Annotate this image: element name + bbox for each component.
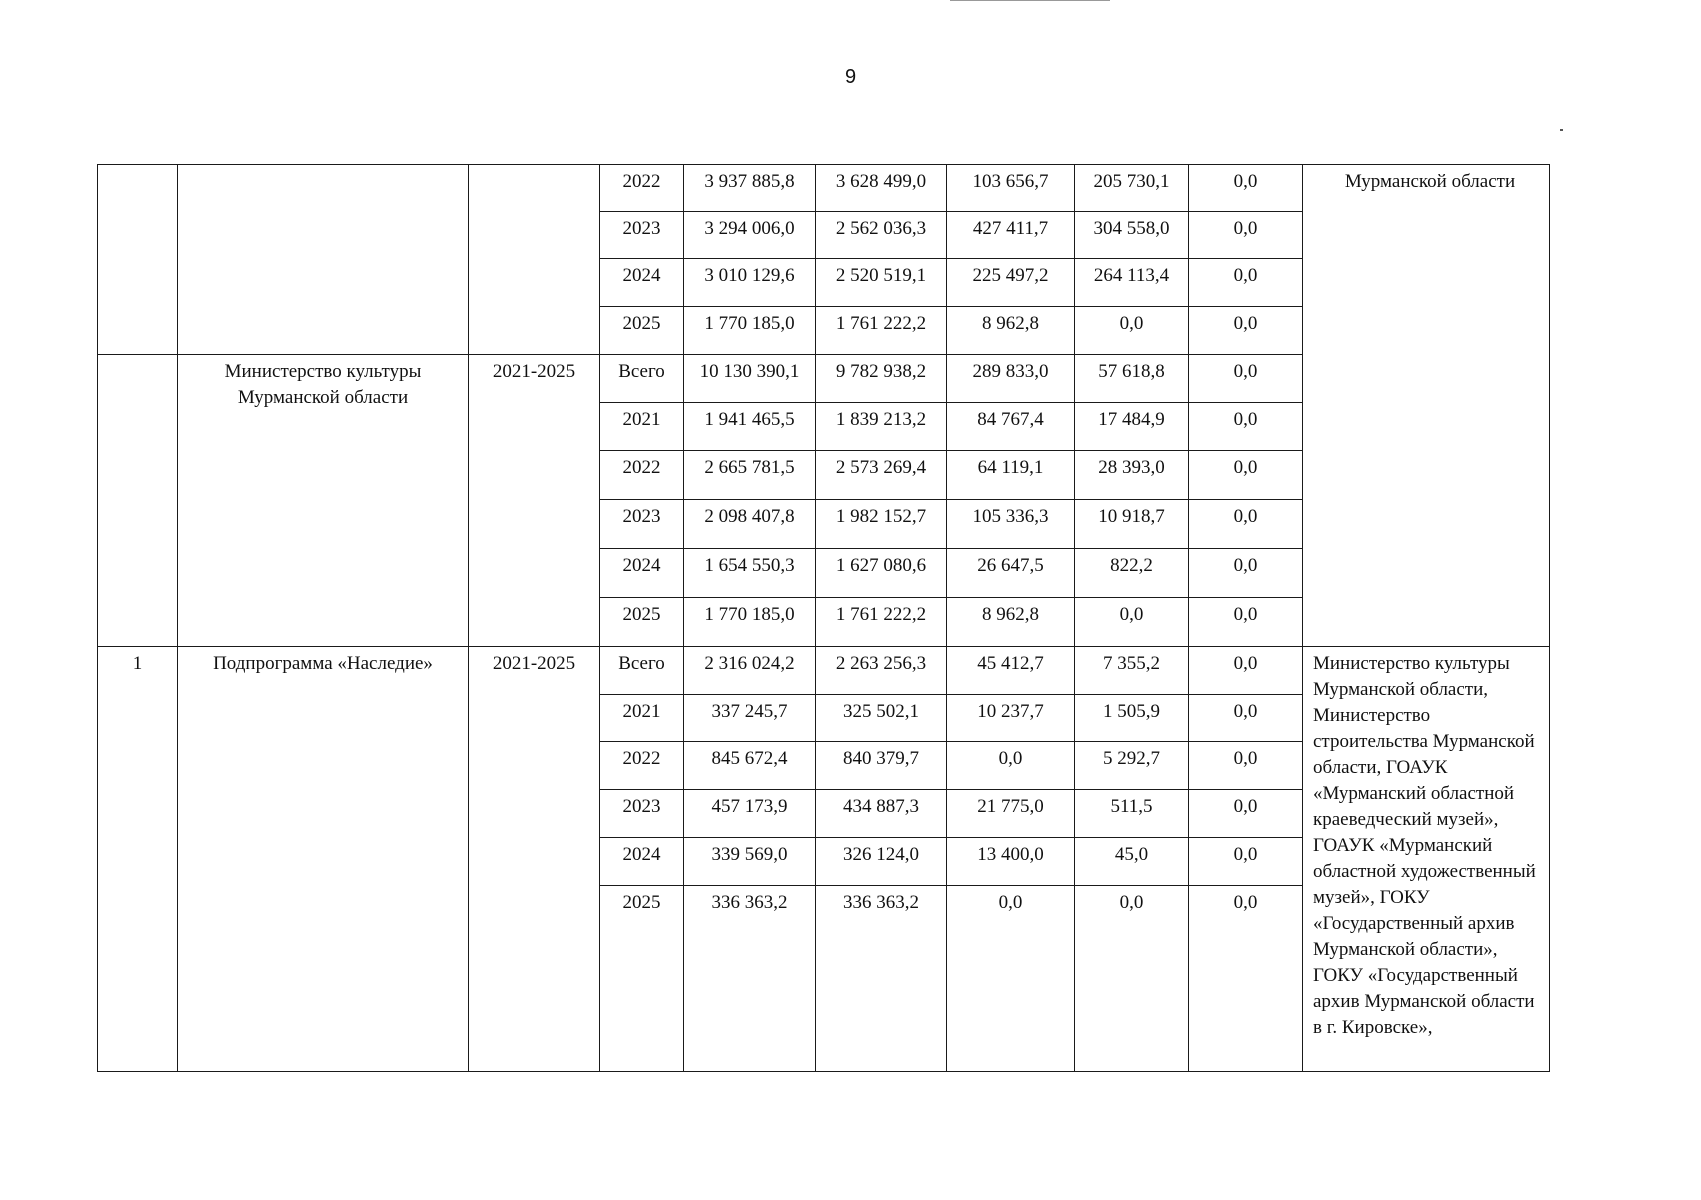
year-cell: 2022	[600, 451, 684, 500]
other-cell: 0,0	[1189, 165, 1303, 212]
regional-cell: 1 761 222,2	[816, 307, 947, 355]
total-cell: 2 098 407,8	[684, 500, 816, 549]
year-cell: Всего	[600, 355, 684, 403]
other-cell: 0,0	[1189, 695, 1303, 742]
total-cell: 10 130 390,1	[684, 355, 816, 403]
agency-name-cell: Министерство культуры Мурманской области	[178, 355, 469, 647]
total-cell: 3 937 885,8	[684, 165, 816, 212]
local-cell: 0,0	[1075, 598, 1189, 647]
page-number: 9	[844, 66, 857, 88]
local-cell: 0,0	[1075, 307, 1189, 355]
federal-cell: 0,0	[947, 742, 1075, 790]
federal-cell: 0,0	[947, 886, 1075, 1072]
total-cell: 3 010 129,6	[684, 259, 816, 307]
regional-cell: 434 887,3	[816, 790, 947, 838]
year-cell: 2025	[600, 307, 684, 355]
other-cell: 0,0	[1189, 403, 1303, 451]
other-cell: 0,0	[1189, 451, 1303, 500]
year-cell: 2024	[600, 549, 684, 598]
year-cell: 2023	[600, 500, 684, 549]
total-cell: 1 770 185,0	[684, 307, 816, 355]
local-cell: 10 918,7	[1075, 500, 1189, 549]
federal-cell: 427 411,7	[947, 212, 1075, 259]
regional-cell: 336 363,2	[816, 886, 947, 1072]
federal-cell: 45 412,7	[947, 647, 1075, 695]
local-cell: 264 113,4	[1075, 259, 1189, 307]
federal-cell: 105 336,3	[947, 500, 1075, 549]
regional-cell: 840 379,7	[816, 742, 947, 790]
federal-cell: 26 647,5	[947, 549, 1075, 598]
federal-cell: 103 656,7	[947, 165, 1075, 212]
number-cell	[98, 165, 178, 355]
name-cell	[178, 165, 469, 355]
year-cell: 2024	[600, 259, 684, 307]
federal-cell: 64 119,1	[947, 451, 1075, 500]
year-cell: 2023	[600, 212, 684, 259]
table-row	[98, 647, 1550, 695]
total-cell: 1 941 465,5	[684, 403, 816, 451]
other-cell: 0,0	[1189, 790, 1303, 838]
year-cell: 2023	[600, 790, 684, 838]
year-cell: 2021	[600, 403, 684, 451]
local-cell: 17 484,9	[1075, 403, 1189, 451]
regional-cell: 1 761 222,2	[816, 598, 947, 647]
year-cell: Всего	[600, 647, 684, 695]
other-cell: 0,0	[1189, 355, 1303, 403]
other-cell: 0,0	[1189, 500, 1303, 549]
local-cell: 822,2	[1075, 549, 1189, 598]
local-cell: 1 505,9	[1075, 695, 1189, 742]
total-cell: 339 569,0	[684, 838, 816, 886]
regional-cell: 2 573 269,4	[816, 451, 947, 500]
period-cell: 2021-2025	[469, 647, 600, 1072]
local-cell: 0,0	[1075, 886, 1189, 1072]
other-cell: 0,0	[1189, 598, 1303, 647]
other-cell: 0,0	[1189, 549, 1303, 598]
period-cell	[469, 165, 600, 355]
federal-cell: 84 767,4	[947, 403, 1075, 451]
local-cell: 28 393,0	[1075, 451, 1189, 500]
federal-cell: 8 962,8	[947, 307, 1075, 355]
other-cell: 0,0	[1189, 647, 1303, 695]
regional-cell: 9 782 938,2	[816, 355, 947, 403]
local-cell: 5 292,7	[1075, 742, 1189, 790]
regional-cell: 2 520 519,1	[816, 259, 947, 307]
other-cell: 0,0	[1189, 886, 1303, 1072]
total-cell: 337 245,7	[684, 695, 816, 742]
regional-cell: 325 502,1	[816, 695, 947, 742]
regional-cell: 326 124,0	[816, 838, 947, 886]
other-cell: 0,0	[1189, 838, 1303, 886]
local-cell: 205 730,1	[1075, 165, 1189, 212]
federal-cell: 21 775,0	[947, 790, 1075, 838]
year-cell: 2025	[600, 598, 684, 647]
year-cell: 2022	[600, 742, 684, 790]
regional-cell: 2 562 036,3	[816, 212, 947, 259]
scan-artifact	[1560, 129, 1563, 131]
year-cell: 2025	[600, 886, 684, 1072]
total-cell: 2 665 781,5	[684, 451, 816, 500]
regional-cell: 1 982 152,7	[816, 500, 947, 549]
regional-cell: 1 627 080,6	[816, 549, 947, 598]
executor-cell: Министерство культуры Мурманской области, Министерство строительства Мурманской области, ГОАУК «Мурманский областной краеведческий музей», ГОАУК «Мурманский областной художественный музей», ГОКУ «Государственный архив Мурманской области», ГОКУ «Государственный архив Мурманской области в г. Кировске»,	[1303, 647, 1550, 1072]
regional-cell: 1 839 213,2	[816, 403, 947, 451]
total-cell: 1 770 185,0	[684, 598, 816, 647]
table-row	[98, 165, 1550, 212]
other-cell: 0,0	[1189, 742, 1303, 790]
federal-cell: 225 497,2	[947, 259, 1075, 307]
federal-cell: 8 962,8	[947, 598, 1075, 647]
local-cell: 304 558,0	[1075, 212, 1189, 259]
total-cell: 457 173,9	[684, 790, 816, 838]
number-cell: 1	[98, 647, 178, 1072]
federal-cell: 289 833,0	[947, 355, 1075, 403]
local-cell: 511,5	[1075, 790, 1189, 838]
total-cell: 3 294 006,0	[684, 212, 816, 259]
other-cell: 0,0	[1189, 259, 1303, 307]
year-cell: 2022	[600, 165, 684, 212]
year-cell: 2021	[600, 695, 684, 742]
local-cell: 45,0	[1075, 838, 1189, 886]
federal-cell: 10 237,7	[947, 695, 1075, 742]
total-cell: 1 654 550,3	[684, 549, 816, 598]
period-cell: 2021-2025	[469, 355, 600, 647]
other-cell: 0,0	[1189, 307, 1303, 355]
budget-table	[97, 164, 1550, 1072]
executor-cell: Мурманской области	[1303, 165, 1550, 647]
federal-cell: 13 400,0	[947, 838, 1075, 886]
total-cell: 2 316 024,2	[684, 647, 816, 695]
local-cell: 57 618,8	[1075, 355, 1189, 403]
local-cell: 7 355,2	[1075, 647, 1189, 695]
regional-cell: 3 628 499,0	[816, 165, 947, 212]
total-cell: 336 363,2	[684, 886, 816, 1072]
scan-artifact	[950, 0, 1110, 1]
other-cell: 0,0	[1189, 212, 1303, 259]
regional-cell: 2 263 256,3	[816, 647, 947, 695]
number-cell	[98, 355, 178, 647]
year-cell: 2024	[600, 838, 684, 886]
subprogram-name-cell: Подпрограмма «Наследие»	[178, 647, 469, 1072]
total-cell: 845 672,4	[684, 742, 816, 790]
